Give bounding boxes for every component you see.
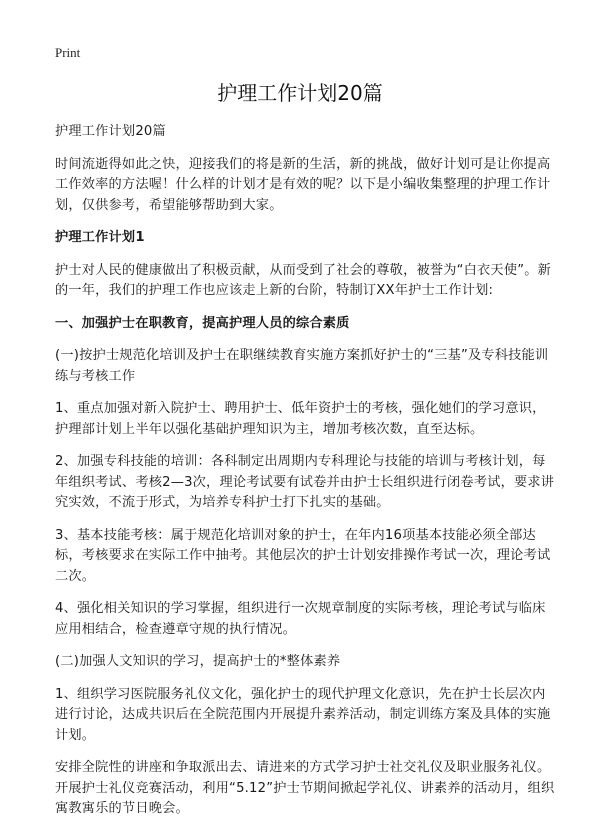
paragraph: 安排全院性的讲座和争取派出去、请进来的方式学习护士社交礼仪及职业服务礼仪。开展护士礼仪竞赛活动，利用“5.12”护士节期间掀起学礼仪、讲素养的活动月，组织寓教寓乐的节日晚会。 xyxy=(55,760,555,816)
paragraph: 1、组织学习医院服务礼仪文化，强化护士的现代护理文化意识，先在护士长层次内进行讨论，达成共识后在全院范围内开展提升素养活动，制定训练方案及具体的实施计划。 xyxy=(55,686,551,743)
paragraph: 护理工作计划20篇 xyxy=(55,124,166,139)
paragraph: 4、强化相关知识的学习掌握，组织进行一次规章制度的实际考核，理论考试与临床应用相结合，检查遵章守规的执行情况。 xyxy=(55,601,546,637)
paragraph: (二)加强人文知识的学习，提高护士的*整体素养 xyxy=(55,654,341,669)
document-body xyxy=(55,122,555,832)
section-heading: 护理工作计划1 xyxy=(55,230,145,245)
paragraph: 2、加强专科技能的培训：各科制定出周期内专科理论与技能的培训与考核计划，每年组织考试、考核2—3次，理论考试要有试卷并由护士长组织进行闭卷考试，要求讲究实效，不流于形式，为培养专科护士打下扎实的基础。 xyxy=(55,454,555,510)
paragraph: 3、基本技能考核：属于规范化培训对象的护士，在年内16项基本技能必须全部达标，考核要求在实际工作中抽考。其他层次的护士计划安排操作考试一次，理论考试二次。 xyxy=(55,527,551,584)
paragraph: 1、重点加强对新入院护士、聘用护士、低年资护士的考核，强化她们的学习意识，护理部计划上半年以强化基础护理知识为主，增加考核次数，直至达标。 xyxy=(55,401,546,437)
page-title: 护理工作计划20篇 xyxy=(217,81,383,105)
section-heading: 一、加强护士在职教育，提高护理人员的综合素质 xyxy=(55,315,350,331)
paragraph: 护士对人民的健康做出了积极贡献，从而受到了社会的尊敬，被誉为“白衣天使”。新的一年，我们的护理工作也应该走上新的台阶，特制订XX年护士工作计划: xyxy=(55,262,552,298)
paragraph: 时间流逝得如此之快，迎接我们的将是新的生活，新的挑战，做好计划可是让你提高工作效率的方法喔！什么样的计划才是有效的呢？以下是小编收集整理的护理工作计划，仅供参考，希望能够帮助到大家。 xyxy=(55,156,551,213)
paragraph: (一)按护士规范化培训及护士在职继续教育实施方案抓好护士的“三基”及专科技能训练与考核工作 xyxy=(55,348,549,384)
print-link[interactable]: Print xyxy=(55,45,81,60)
